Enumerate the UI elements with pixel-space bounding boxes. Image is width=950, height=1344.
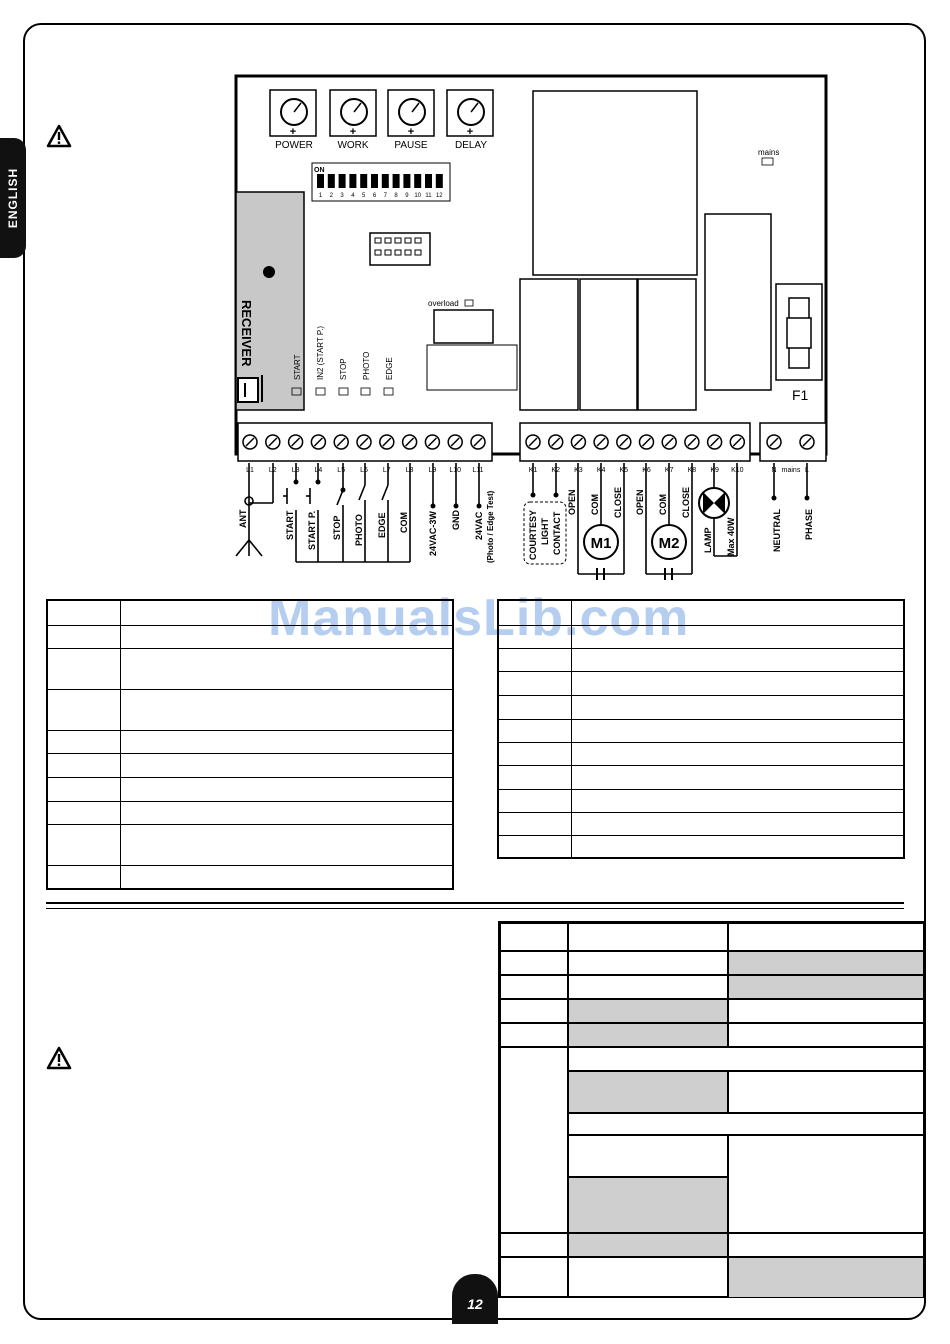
relay-3 bbox=[638, 279, 696, 410]
trimmer-delay bbox=[447, 90, 493, 138]
trimmer-label-pause: PAUSE bbox=[394, 140, 428, 151]
lamp-symbol bbox=[699, 488, 729, 518]
dip-number: 10 bbox=[414, 193, 422, 199]
ant-label: ANT bbox=[238, 509, 248, 528]
dip-key bbox=[317, 174, 324, 188]
trimmer-power bbox=[270, 90, 316, 138]
dip-key bbox=[403, 174, 410, 188]
relay-1 bbox=[520, 279, 578, 410]
led-start-label: START bbox=[293, 354, 302, 380]
terminal-label: L5 bbox=[337, 467, 346, 474]
terminal-label: K7 bbox=[664, 467, 674, 474]
neutral-label: NEUTRAL bbox=[772, 509, 782, 552]
dip-key bbox=[349, 174, 356, 188]
terminal-label: L4 bbox=[314, 467, 323, 474]
dip-on-label: ON bbox=[314, 167, 325, 174]
dip-number: 3 bbox=[340, 193, 344, 199]
trimmer-label-work: WORK bbox=[337, 140, 369, 151]
phase-label: PHASE bbox=[804, 508, 814, 540]
dip-number: 7 bbox=[383, 193, 387, 199]
close-label-2: CLOSE bbox=[681, 486, 691, 518]
edge-label: EDGE bbox=[377, 512, 387, 538]
page-number-badge bbox=[452, 1274, 498, 1324]
terminal-label: L1 bbox=[246, 467, 254, 474]
pin-header bbox=[370, 233, 430, 265]
dip-key bbox=[414, 174, 421, 188]
dip-key bbox=[382, 174, 389, 188]
transformer bbox=[533, 91, 697, 275]
led-edge-label: EDGE bbox=[385, 357, 394, 380]
led-photo-label: PHOTO bbox=[362, 351, 371, 380]
watermark: ManualsLib.com bbox=[268, 589, 690, 647]
trimmer-label-power: POWER bbox=[275, 140, 313, 151]
relay-2 bbox=[580, 279, 637, 410]
dip-key bbox=[393, 174, 400, 188]
start-label: START bbox=[285, 510, 295, 540]
vac2-sub-label: (Photo / Edge Test) bbox=[486, 490, 495, 563]
terminal-label: L8 bbox=[405, 467, 414, 474]
terminal-label: L6 bbox=[360, 467, 368, 474]
terminal-label: K8 bbox=[687, 467, 697, 474]
vac-label: 24VAC-3W bbox=[428, 511, 438, 556]
com-m1-label: COM bbox=[590, 494, 600, 515]
dip-key bbox=[360, 174, 367, 188]
warning-icon bbox=[46, 1046, 72, 1070]
dip-number: 11 bbox=[425, 193, 432, 199]
gnd-label: GND bbox=[451, 510, 461, 530]
led-stop-label: STOP bbox=[339, 358, 348, 380]
wiring bbox=[236, 463, 807, 574]
close-label-1: CLOSE bbox=[613, 486, 623, 518]
contact-label: CONTACT bbox=[552, 511, 562, 555]
light-label: LIGHT bbox=[540, 518, 550, 545]
com-label: COM bbox=[399, 512, 409, 533]
open-label-2: OPEN bbox=[635, 489, 645, 515]
terminal-label: K6 bbox=[642, 467, 651, 474]
svg-text:+: + bbox=[289, 126, 297, 138]
terminal-label: K4 bbox=[596, 467, 606, 474]
terminal-label: K10 bbox=[731, 467, 744, 474]
dip-number: 6 bbox=[372, 193, 377, 199]
dip-number: 9 bbox=[405, 193, 409, 199]
mains-led-label: mains bbox=[758, 148, 780, 157]
terminal-label: K9 bbox=[710, 467, 719, 474]
receiver-label: RECEIVER bbox=[239, 300, 254, 367]
terminal-label: K5 bbox=[619, 467, 629, 474]
control-board-diagram bbox=[0, 0, 950, 600]
trimmer-pause bbox=[388, 90, 434, 138]
dip-number: 12 bbox=[435, 193, 443, 199]
open-label-1: OPEN bbox=[567, 489, 577, 515]
led-in2-label: IN2 (START P.) bbox=[316, 325, 325, 380]
terminal-label: K2 bbox=[551, 467, 560, 474]
terminal-label: N bbox=[771, 467, 777, 474]
lamp-label: LAMP bbox=[703, 527, 713, 553]
component-block bbox=[427, 345, 517, 390]
motor-m2-label: M2 bbox=[658, 535, 680, 552]
terminal-table-left bbox=[46, 599, 454, 890]
trimmer-label-delay: DELAY bbox=[454, 140, 488, 151]
lamp-max-label: Max 40W bbox=[726, 517, 736, 556]
section-divider bbox=[46, 908, 904, 909]
terminal-label: L11 bbox=[472, 467, 484, 474]
overload-component bbox=[434, 310, 493, 343]
svg-text:+: + bbox=[349, 126, 357, 138]
svg-text:+: + bbox=[466, 126, 474, 138]
courtesy-label: COURTESY bbox=[528, 509, 538, 560]
fuse-label: F1 bbox=[792, 387, 809, 403]
terminal-label: K3 bbox=[574, 467, 583, 474]
dip-number: 4 bbox=[351, 193, 355, 199]
relay-4 bbox=[705, 214, 771, 390]
dip-key bbox=[425, 174, 432, 188]
trimmer-work bbox=[330, 90, 376, 138]
dip-number: 8 bbox=[394, 193, 398, 199]
language-label: ENGLISH bbox=[6, 167, 20, 229]
page-number: 12 bbox=[467, 1296, 483, 1312]
dip-key bbox=[328, 174, 335, 188]
motor-m1-label: M1 bbox=[590, 535, 612, 552]
stop-label: STOP bbox=[332, 515, 342, 540]
terminal-table-right bbox=[497, 599, 905, 859]
dip-settings-table bbox=[498, 921, 926, 1298]
section-divider bbox=[46, 902, 904, 904]
dip-key bbox=[339, 174, 346, 188]
terminal-label: L10 bbox=[449, 467, 462, 474]
dip-key bbox=[371, 174, 378, 188]
terminal-label: mains bbox=[781, 467, 801, 474]
photo-label: PHOTO bbox=[354, 514, 364, 546]
terminal-label: L bbox=[805, 467, 809, 474]
overload-label: overload bbox=[428, 299, 459, 308]
terminal-label: K1 bbox=[528, 467, 538, 474]
vac2-label: 24VAC bbox=[474, 511, 484, 540]
terminal-label: L3 bbox=[291, 467, 300, 474]
svg-text:+: + bbox=[407, 126, 415, 138]
start-p-label: START P. bbox=[307, 510, 317, 550]
com-m2-label: COM bbox=[658, 494, 668, 515]
dip-number: 2 bbox=[329, 193, 333, 199]
terminal-label: L2 bbox=[268, 467, 277, 474]
dip-key bbox=[436, 174, 443, 188]
dip-switch bbox=[312, 163, 450, 201]
terminal-label: L7 bbox=[382, 467, 391, 474]
dip-number: 1 bbox=[318, 193, 323, 199]
terminal-label: L9 bbox=[428, 467, 437, 474]
dip-number: 5 bbox=[362, 193, 366, 199]
